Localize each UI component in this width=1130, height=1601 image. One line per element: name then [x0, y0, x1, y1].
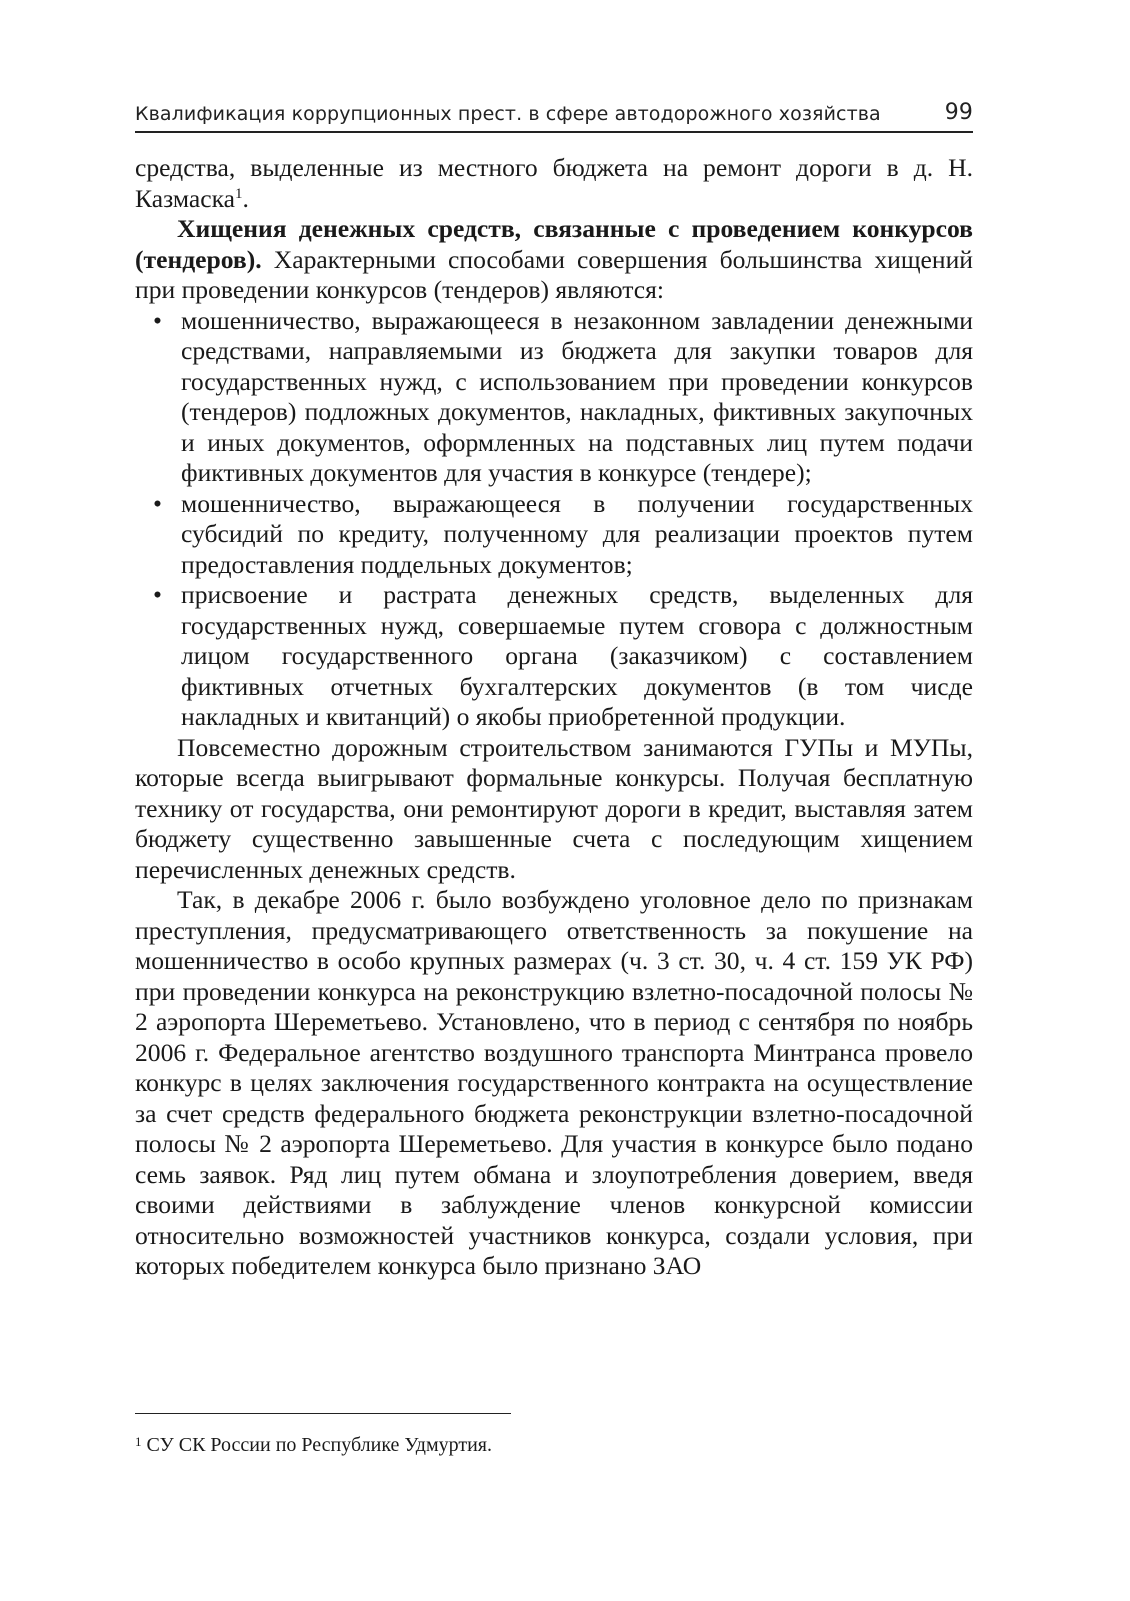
paragraph-1-end: . — [242, 183, 249, 213]
list-item-text: мошенничество, выражающееся в получении государственных субсидий по кредиту, полученному для реализации проектов путем предоставления поддельных документов; — [181, 488, 973, 579]
page-number: 99 — [944, 100, 973, 125]
footnote-mark: 1 — [135, 1434, 142, 1449]
list-item — [153, 488, 973, 581]
footnote-ref: 1 — [235, 185, 243, 202]
list-item — [153, 580, 973, 733]
footnote-divider — [135, 1413, 511, 1414]
footnote — [135, 1432, 973, 1458]
paragraph-2-text: Характерными способами совершения большинства хищений при проведении конкурсов (тендеров) являются: — [135, 244, 973, 304]
bullet-icon: • — [153, 305, 162, 335]
paragraph-4: Так, в декабре 2006 г. было возбуждено уголовное дело по признакам преступления, предусматривающего ответственность за покушение на мошенничество в особо крупных размерах (ч. 3 ст. 30, ч. 4 ст. 159 УК РФ) при проведении конкурса на реконструкцию взлетно-посадочной полосы № 2 аэропорта Шереметьево. Установлено, что в период с сентября по ноябрь 2006 г. Федеральное агентство воздушного транспорта Минтранса провело конкурс в целях заключения государственного контракта на осуществление за счет средств федерального бюджета реконструкции взлетно-посадочной полосы № 2 аэропорта Шереметьево. Для участия в конкурсе было подано семь заявок. Ряд лиц путем обмана и злоупотребления доверием, введя своими действиями в заблуждение членов конкурсной комиссии относительно возможностей участников конкурса, создали условия, при которых победителем конкурса было признано ЗАО — [135, 885, 973, 1280]
list-item-text: присвоение и растрата денежных средств, выделенных для государственных нужд, совершаемые путем сговора с должностным лицом государственного органа (заказчиком) с составлением фиктивных отчетных бухгалтерских документов (в том чисде накладных и квитанций) о якобы приобретенной продукции. — [181, 580, 973, 731]
paragraph-1 — [135, 153, 973, 214]
running-head-title: Квалификация коррупционных прест. в сфере автодорожного хозяйства — [135, 103, 881, 125]
page — [135, 100, 973, 1282]
list-item-text: мошенничество, выражающееся в незаконном завладении денежными средствами, направляемыми из бюджета для закупки товаров для государственных нужд, с использованием при проведении конкурсов (тендеров) подложных документов, накладных, фиктивных закупочных и иных документов, оформленных на подставных лиц путем подачи фиктивных документов для участия в конкурсе (тендере); — [181, 305, 973, 487]
paragraph-3: Повсеместно дорожным строительством занимаются ГУПы и МУПы, которые всегда выигрывают формальные конкурсы. Получая бесплатную технику от государства, они ремонтируют дороги в кредит, выставляя затем бюджету существенно завышенные счета с последующим хищением перечисленных денежных средств. — [135, 732, 973, 884]
bullet-list — [135, 306, 973, 733]
paragraph-1-text: средства, выделенные из местного бюджета на ремонт дороги в д. Н. Казмаска — [135, 153, 973, 213]
list-item — [153, 305, 973, 489]
running-head — [135, 100, 973, 133]
body-text — [135, 153, 973, 1282]
bullet-icon: • — [153, 488, 162, 518]
paragraph-2-heading: Хищения денежных средств, связанные с проведением конкурсов (тендеров). — [135, 214, 973, 274]
bullet-icon: • — [153, 580, 162, 609]
footnote-text: СУ СК России по Республике Удмуртия. — [141, 1434, 492, 1456]
paragraph-2 — [135, 214, 973, 306]
